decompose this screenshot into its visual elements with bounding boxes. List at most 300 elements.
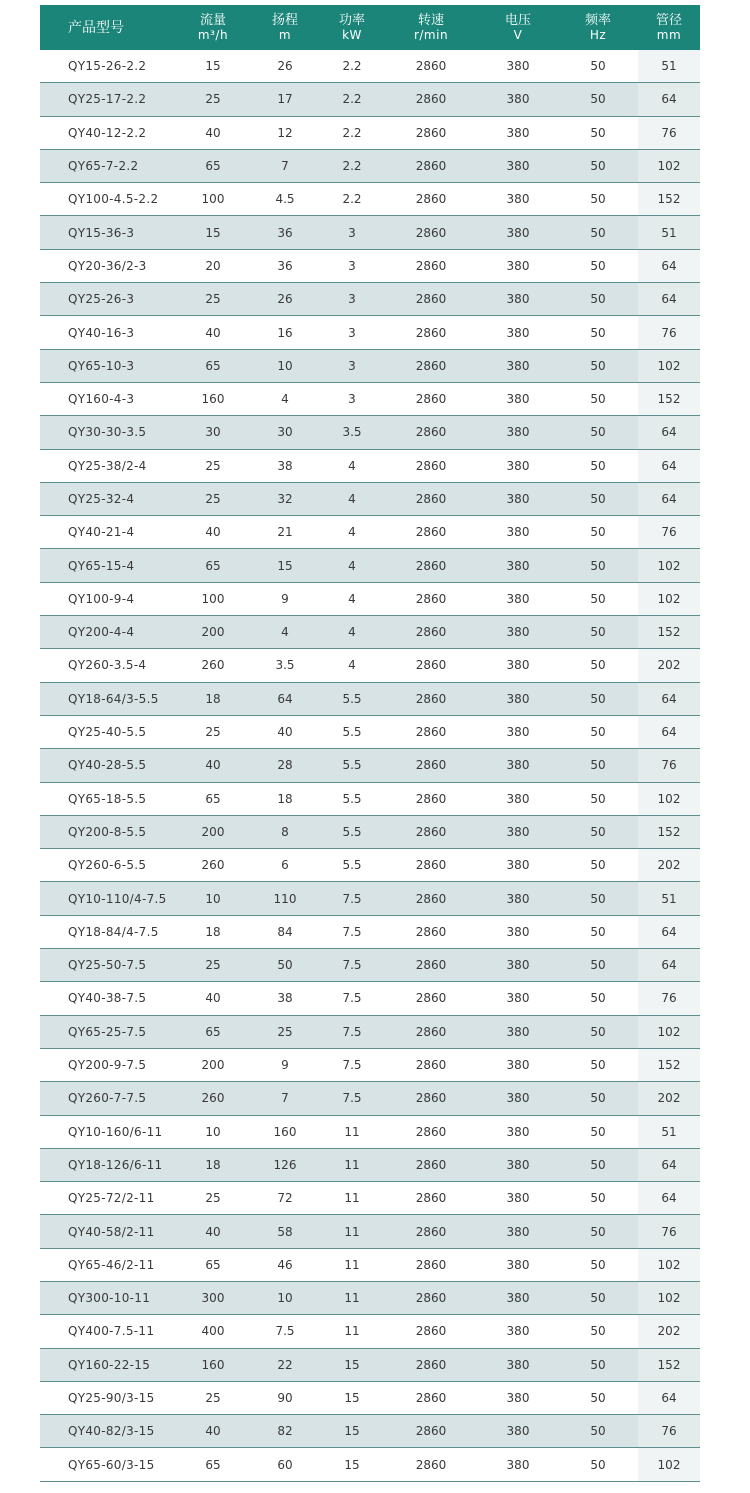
cell-head: 9 <box>250 1048 320 1081</box>
table-row <box>40 782 700 815</box>
cell-flow: 10 <box>176 1115 250 1148</box>
cell-head: 8 <box>250 815 320 848</box>
cell-frequency: 50 <box>558 582 638 615</box>
cell-head: 10 <box>250 1281 320 1314</box>
header-head-label: 扬程 <box>271 12 298 28</box>
cell-model: QY18-126/6-11 <box>40 1148 176 1181</box>
cell-model: QY25-32-4 <box>40 482 176 515</box>
cell-pipe: 102 <box>638 1281 700 1314</box>
cell-pipe: 102 <box>638 1248 700 1281</box>
header-speed-label: 转速 <box>417 12 444 28</box>
cell-pipe: 102 <box>638 1448 700 1481</box>
cell-flow: 15 <box>176 50 250 83</box>
cell-flow: 200 <box>176 616 250 649</box>
table-row <box>40 1082 700 1115</box>
cell-power: 5.5 <box>320 849 384 882</box>
cell-flow: 200 <box>176 1048 250 1081</box>
header-model: 产品型号 <box>40 5 176 50</box>
cell-frequency: 50 <box>558 549 638 582</box>
cell-power: 2.2 <box>320 149 384 182</box>
header-voltage-label: 电压 <box>504 12 531 28</box>
cell-frequency: 50 <box>558 1281 638 1314</box>
cell-pipe: 64 <box>638 449 700 482</box>
cell-flow: 40 <box>176 316 250 349</box>
cell-speed: 2860 <box>384 616 478 649</box>
cell-flow: 160 <box>176 1348 250 1381</box>
table-row <box>40 649 700 682</box>
cell-flow: 65 <box>176 549 250 582</box>
cell-voltage: 380 <box>478 749 558 782</box>
cell-power: 2.2 <box>320 83 384 116</box>
cell-frequency: 50 <box>558 216 638 249</box>
header-pipe-unit: mm <box>656 27 682 42</box>
cell-power: 15 <box>320 1448 384 1481</box>
cell-pipe: 152 <box>638 616 700 649</box>
cell-flow: 30 <box>176 416 250 449</box>
table-row <box>40 1448 700 1481</box>
cell-model: QY40-38-7.5 <box>40 982 176 1015</box>
cell-speed: 2860 <box>384 782 478 815</box>
cell-frequency: 50 <box>558 382 638 415</box>
cell-frequency: 50 <box>558 782 638 815</box>
cell-power: 4 <box>320 616 384 649</box>
cell-speed: 2860 <box>384 1248 478 1281</box>
header-frequency-unit: Hz <box>589 27 607 42</box>
cell-power: 11 <box>320 1215 384 1248</box>
cell-speed: 2860 <box>384 715 478 748</box>
cell-voltage: 380 <box>478 1248 558 1281</box>
cell-pipe: 64 <box>638 915 700 948</box>
cell-power: 2.2 <box>320 116 384 149</box>
table-row <box>40 382 700 415</box>
cell-power: 3 <box>320 283 384 316</box>
cell-model: QY65-18-5.5 <box>40 782 176 815</box>
cell-frequency: 50 <box>558 183 638 216</box>
cell-pipe: 202 <box>638 849 700 882</box>
cell-head: 36 <box>250 249 320 282</box>
header-head <box>250 5 320 50</box>
table-row <box>40 982 700 1015</box>
cell-flow: 18 <box>176 1148 250 1181</box>
cell-power: 4 <box>320 516 384 549</box>
cell-speed: 2860 <box>384 1148 478 1181</box>
cell-head: 30 <box>250 416 320 449</box>
cell-pipe: 152 <box>638 815 700 848</box>
table-row <box>40 516 700 549</box>
cell-speed: 2860 <box>384 382 478 415</box>
cell-model: QY10-160/6-11 <box>40 1115 176 1148</box>
cell-speed: 2860 <box>384 849 478 882</box>
cell-head: 126 <box>250 1148 320 1181</box>
cell-frequency: 50 <box>558 482 638 515</box>
cell-power: 7.5 <box>320 949 384 982</box>
cell-frequency: 50 <box>558 1315 638 1348</box>
cell-head: 90 <box>250 1381 320 1414</box>
cell-head: 38 <box>250 449 320 482</box>
cell-model: QY260-3.5-4 <box>40 649 176 682</box>
cell-flow: 40 <box>176 749 250 782</box>
cell-flow: 65 <box>176 1248 250 1281</box>
cell-power: 7.5 <box>320 1015 384 1048</box>
cell-power: 4 <box>320 549 384 582</box>
cell-model: QY40-28-5.5 <box>40 749 176 782</box>
cell-voltage: 380 <box>478 982 558 1015</box>
cell-head: 15 <box>250 549 320 582</box>
cell-model: QY20-36/2-3 <box>40 249 176 282</box>
header-pipe-label: 管径 <box>655 12 682 28</box>
cell-speed: 2860 <box>384 949 478 982</box>
cell-pipe: 202 <box>638 1082 700 1115</box>
cell-voltage: 380 <box>478 682 558 715</box>
cell-power: 11 <box>320 1115 384 1148</box>
cell-model: QY40-16-3 <box>40 316 176 349</box>
cell-head: 28 <box>250 749 320 782</box>
table-row <box>40 1215 700 1248</box>
cell-flow: 18 <box>176 915 250 948</box>
table-row <box>40 582 700 615</box>
cell-head: 32 <box>250 482 320 515</box>
header-speed <box>384 5 478 50</box>
cell-frequency: 50 <box>558 1215 638 1248</box>
cell-head: 7.5 <box>250 1315 320 1348</box>
cell-model: QY18-64/3-5.5 <box>40 682 176 715</box>
cell-frequency: 50 <box>558 616 638 649</box>
cell-speed: 2860 <box>384 283 478 316</box>
cell-voltage: 380 <box>478 849 558 882</box>
cell-flow: 260 <box>176 849 250 882</box>
table-header <box>40 5 700 50</box>
cell-speed: 2860 <box>384 882 478 915</box>
cell-speed: 2860 <box>384 83 478 116</box>
cell-pipe: 76 <box>638 116 700 149</box>
cell-power: 3 <box>320 216 384 249</box>
cell-model: QY40-82/3-15 <box>40 1415 176 1448</box>
cell-frequency: 50 <box>558 1015 638 1048</box>
cell-pipe: 64 <box>638 283 700 316</box>
cell-pipe: 152 <box>638 1348 700 1381</box>
cell-voltage: 380 <box>478 616 558 649</box>
cell-flow: 40 <box>176 982 250 1015</box>
table-row <box>40 715 700 748</box>
cell-speed: 2860 <box>384 549 478 582</box>
cell-model: QY15-26-2.2 <box>40 50 176 83</box>
cell-voltage: 380 <box>478 249 558 282</box>
cell-frequency: 50 <box>558 1148 638 1181</box>
cell-speed: 2860 <box>384 1315 478 1348</box>
cell-voltage: 380 <box>478 1048 558 1081</box>
cell-flow: 40 <box>176 116 250 149</box>
header-power <box>320 5 384 50</box>
cell-head: 9 <box>250 582 320 615</box>
cell-flow: 40 <box>176 516 250 549</box>
cell-power: 7.5 <box>320 915 384 948</box>
cell-speed: 2860 <box>384 1415 478 1448</box>
cell-flow: 100 <box>176 582 250 615</box>
cell-model: QY260-7-7.5 <box>40 1082 176 1115</box>
cell-frequency: 50 <box>558 1381 638 1414</box>
cell-pipe: 76 <box>638 1415 700 1448</box>
cell-power: 5.5 <box>320 782 384 815</box>
cell-head: 16 <box>250 316 320 349</box>
cell-model: QY25-50-7.5 <box>40 949 176 982</box>
table-row <box>40 416 700 449</box>
cell-frequency: 50 <box>558 50 638 83</box>
cell-pipe: 64 <box>638 1182 700 1215</box>
cell-power: 7.5 <box>320 982 384 1015</box>
cell-voltage: 380 <box>478 582 558 615</box>
cell-voltage: 380 <box>478 482 558 515</box>
cell-voltage: 380 <box>478 183 558 216</box>
cell-head: 40 <box>250 715 320 748</box>
cell-model: QY40-12-2.2 <box>40 116 176 149</box>
cell-flow: 25 <box>176 949 250 982</box>
cell-pipe: 102 <box>638 782 700 815</box>
cell-voltage: 380 <box>478 1148 558 1181</box>
cell-head: 72 <box>250 1182 320 1215</box>
cell-flow: 25 <box>176 1381 250 1414</box>
header-pipe <box>638 5 700 50</box>
cell-speed: 2860 <box>384 1448 478 1481</box>
cell-power: 5.5 <box>320 815 384 848</box>
table-row <box>40 449 700 482</box>
cell-frequency: 50 <box>558 682 638 715</box>
cell-frequency: 50 <box>558 815 638 848</box>
table-row <box>40 149 700 182</box>
cell-speed: 2860 <box>384 1182 478 1215</box>
cell-power: 4 <box>320 449 384 482</box>
cell-model: QY160-4-3 <box>40 382 176 415</box>
cell-power: 2.2 <box>320 50 384 83</box>
cell-speed: 2860 <box>384 516 478 549</box>
cell-frequency: 50 <box>558 149 638 182</box>
cell-pipe: 102 <box>638 582 700 615</box>
cell-pipe: 202 <box>638 649 700 682</box>
cell-speed: 2860 <box>384 1381 478 1414</box>
cell-power: 15 <box>320 1415 384 1448</box>
cell-head: 10 <box>250 349 320 382</box>
cell-model: QY160-22-15 <box>40 1348 176 1381</box>
cell-model: QY15-36-3 <box>40 216 176 249</box>
cell-power: 5.5 <box>320 715 384 748</box>
cell-model: QY65-10-3 <box>40 349 176 382</box>
cell-model: QY300-10-11 <box>40 1281 176 1314</box>
cell-pipe: 152 <box>638 382 700 415</box>
cell-power: 3 <box>320 349 384 382</box>
cell-voltage: 380 <box>478 116 558 149</box>
cell-flow: 25 <box>176 482 250 515</box>
table-row <box>40 1381 700 1414</box>
cell-model: QY25-17-2.2 <box>40 83 176 116</box>
cell-speed: 2860 <box>384 349 478 382</box>
cell-head: 25 <box>250 1015 320 1048</box>
cell-speed: 2860 <box>384 216 478 249</box>
cell-speed: 2860 <box>384 1115 478 1148</box>
table-row <box>40 1048 700 1081</box>
header-voltage <box>478 5 558 50</box>
cell-power: 5.5 <box>320 749 384 782</box>
cell-model: QY65-60/3-15 <box>40 1448 176 1481</box>
cell-voltage: 380 <box>478 782 558 815</box>
cell-power: 3 <box>320 316 384 349</box>
table-row <box>40 616 700 649</box>
cell-frequency: 50 <box>558 1115 638 1148</box>
cell-frequency: 50 <box>558 749 638 782</box>
cell-frequency: 50 <box>558 516 638 549</box>
cell-flow: 400 <box>176 1315 250 1348</box>
cell-head: 84 <box>250 915 320 948</box>
cell-flow: 260 <box>176 649 250 682</box>
table-row <box>40 1415 700 1448</box>
cell-flow: 25 <box>176 449 250 482</box>
cell-head: 18 <box>250 782 320 815</box>
table-row <box>40 183 700 216</box>
cell-flow: 65 <box>176 149 250 182</box>
cell-frequency: 50 <box>558 116 638 149</box>
cell-voltage: 380 <box>478 283 558 316</box>
header-frequency-label: 频率 <box>584 12 611 28</box>
cell-model: QY25-90/3-15 <box>40 1381 176 1414</box>
cell-head: 58 <box>250 1215 320 1248</box>
cell-speed: 2860 <box>384 249 478 282</box>
cell-flow: 65 <box>176 349 250 382</box>
cell-pipe: 64 <box>638 416 700 449</box>
cell-frequency: 50 <box>558 649 638 682</box>
cell-speed: 2860 <box>384 915 478 948</box>
table-row <box>40 882 700 915</box>
cell-pipe: 102 <box>638 1015 700 1048</box>
cell-frequency: 50 <box>558 249 638 282</box>
cell-head: 36 <box>250 216 320 249</box>
cell-voltage: 380 <box>478 549 558 582</box>
cell-pipe: 102 <box>638 349 700 382</box>
cell-frequency: 50 <box>558 882 638 915</box>
cell-voltage: 380 <box>478 915 558 948</box>
cell-pipe: 64 <box>638 1381 700 1414</box>
cell-model: QY65-25-7.5 <box>40 1015 176 1048</box>
table-row <box>40 815 700 848</box>
cell-voltage: 380 <box>478 1082 558 1115</box>
cell-pipe: 102 <box>638 549 700 582</box>
cell-frequency: 50 <box>558 982 638 1015</box>
cell-voltage: 380 <box>478 1315 558 1348</box>
cell-voltage: 380 <box>478 83 558 116</box>
cell-head: 22 <box>250 1348 320 1381</box>
cell-voltage: 380 <box>478 149 558 182</box>
cell-flow: 65 <box>176 782 250 815</box>
cell-voltage: 380 <box>478 649 558 682</box>
cell-pipe: 76 <box>638 1215 700 1248</box>
header-power-label: 功率 <box>338 12 365 28</box>
cell-head: 26 <box>250 50 320 83</box>
cell-voltage: 380 <box>478 416 558 449</box>
cell-head: 21 <box>250 516 320 549</box>
table-row <box>40 116 700 149</box>
cell-flow: 25 <box>176 283 250 316</box>
table-row <box>40 1015 700 1048</box>
cell-voltage: 380 <box>478 516 558 549</box>
cell-power: 11 <box>320 1248 384 1281</box>
header-flow-unit: m³/h <box>197 27 229 42</box>
cell-pipe: 51 <box>638 1115 700 1148</box>
cell-head: 110 <box>250 882 320 915</box>
cell-frequency: 50 <box>558 1082 638 1115</box>
cell-flow: 200 <box>176 815 250 848</box>
table-row <box>40 316 700 349</box>
cell-speed: 2860 <box>384 149 478 182</box>
header-flow-label: 流量 <box>199 12 226 28</box>
cell-speed: 2860 <box>384 1348 478 1381</box>
cell-voltage: 380 <box>478 449 558 482</box>
header-speed-unit: r/min <box>413 27 449 42</box>
table-row <box>40 549 700 582</box>
cell-flow: 40 <box>176 1215 250 1248</box>
cell-model: QY400-7.5-11 <box>40 1315 176 1348</box>
cell-head: 6 <box>250 849 320 882</box>
cell-model: QY200-4-4 <box>40 616 176 649</box>
cell-frequency: 50 <box>558 283 638 316</box>
cell-voltage: 380 <box>478 50 558 83</box>
cell-speed: 2860 <box>384 982 478 1015</box>
cell-voltage: 380 <box>478 1182 558 1215</box>
cell-frequency: 50 <box>558 83 638 116</box>
cell-model: QY260-6-5.5 <box>40 849 176 882</box>
cell-frequency: 50 <box>558 1248 638 1281</box>
cell-power: 3 <box>320 382 384 415</box>
cell-speed: 2860 <box>384 183 478 216</box>
table-row <box>40 349 700 382</box>
cell-voltage: 380 <box>478 216 558 249</box>
cell-speed: 2860 <box>384 1215 478 1248</box>
cell-voltage: 380 <box>478 1348 558 1381</box>
cell-speed: 2860 <box>384 649 478 682</box>
cell-speed: 2860 <box>384 749 478 782</box>
cell-pipe: 64 <box>638 1148 700 1181</box>
cell-power: 4 <box>320 582 384 615</box>
cell-model: QY40-58/2-11 <box>40 1215 176 1248</box>
cell-voltage: 380 <box>478 1415 558 1448</box>
cell-model: QY40-21-4 <box>40 516 176 549</box>
cell-frequency: 50 <box>558 316 638 349</box>
cell-frequency: 50 <box>558 1048 638 1081</box>
cell-model: QY100-4.5-2.2 <box>40 183 176 216</box>
cell-power: 15 <box>320 1348 384 1381</box>
cell-speed: 2860 <box>384 416 478 449</box>
cell-speed: 2860 <box>384 50 478 83</box>
cell-flow: 40 <box>176 1415 250 1448</box>
cell-pipe: 51 <box>638 882 700 915</box>
cell-voltage: 380 <box>478 382 558 415</box>
cell-power: 4 <box>320 482 384 515</box>
cell-flow: 160 <box>176 382 250 415</box>
cell-pipe: 152 <box>638 183 700 216</box>
cell-voltage: 380 <box>478 1215 558 1248</box>
table-row <box>40 482 700 515</box>
cell-head: 82 <box>250 1415 320 1448</box>
cell-voltage: 380 <box>478 1381 558 1414</box>
cell-frequency: 50 <box>558 1182 638 1215</box>
table-row <box>40 849 700 882</box>
table-row <box>40 1315 700 1348</box>
cell-speed: 2860 <box>384 815 478 848</box>
cell-flow: 25 <box>176 715 250 748</box>
cell-model: QY65-15-4 <box>40 549 176 582</box>
cell-head: 7 <box>250 1082 320 1115</box>
cell-model: QY25-38/2-4 <box>40 449 176 482</box>
cell-voltage: 380 <box>478 1448 558 1481</box>
cell-flow: 18 <box>176 682 250 715</box>
header-power-unit: kW <box>342 27 362 42</box>
cell-pipe: 51 <box>638 50 700 83</box>
